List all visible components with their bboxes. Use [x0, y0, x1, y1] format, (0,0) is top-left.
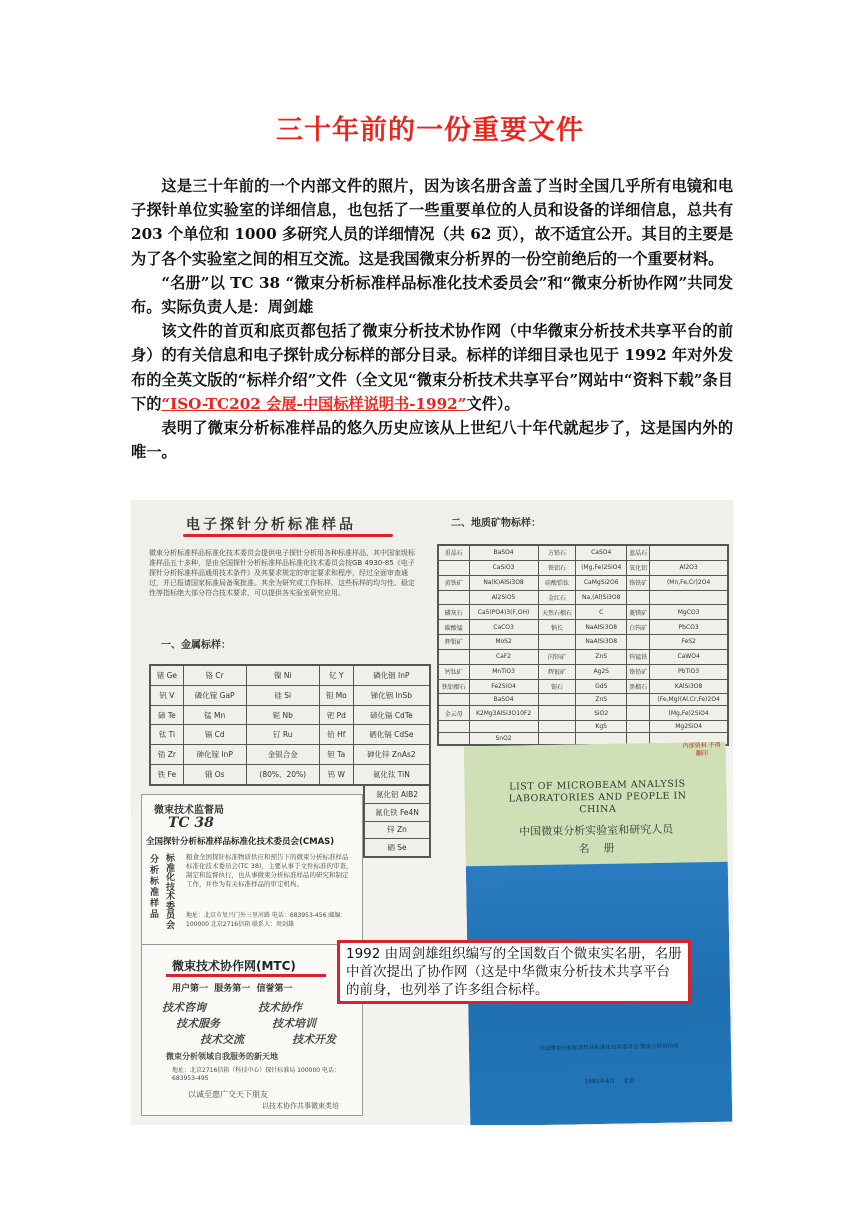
- cell: [538, 635, 576, 650]
- cell: MnTiO3: [469, 664, 538, 679]
- cell: 蓝晶石: [626, 546, 649, 561]
- card-side-right: 标准化技术委员会: [166, 854, 176, 931]
- cell: 铬铅矿: [626, 664, 649, 679]
- cell: 铁铝石: [538, 560, 576, 575]
- cell: 锇 Os: [183, 765, 246, 785]
- cell: CaSO4: [576, 546, 626, 561]
- cell: [538, 733, 576, 745]
- cell: KAlSi3O8: [650, 679, 728, 694]
- cell: [650, 590, 728, 605]
- paragraph-3: [131, 319, 733, 416]
- cell: [626, 706, 649, 721]
- cell: Al2SiO5: [469, 590, 538, 605]
- card-committee: 全国探针分析标准样品标准化技术委员会(CMAS): [146, 837, 335, 847]
- mtc-item: 技术咨询: [162, 1001, 206, 1014]
- cell: 方铅石: [538, 546, 576, 561]
- cell: SiO2: [576, 706, 626, 721]
- mtc-item: 技术培训: [272, 1017, 316, 1030]
- cell: 白钨矿: [626, 620, 649, 635]
- cell: 锌 Zn: [365, 821, 430, 839]
- cell: 锗 Ge: [151, 666, 184, 686]
- cell: (80%、20%): [246, 765, 319, 785]
- cell: Ca5(PO4)3(F,OH): [469, 605, 538, 620]
- metal-heading: 一、金属标样：: [161, 640, 231, 651]
- cell: 铬 Cr: [183, 666, 246, 686]
- cell: Fe2SiO4: [469, 679, 538, 694]
- mtc-card: [141, 944, 363, 1116]
- cell: C: [576, 605, 626, 620]
- body-text: [131, 174, 733, 464]
- cell: K2Mg3AlSi3O10F2: [469, 706, 538, 721]
- cell: 铁铝榴石: [439, 679, 470, 694]
- heading-underline: [183, 534, 393, 537]
- card-tc: TC 38: [168, 815, 214, 831]
- cell: 硒化镉 CdSe: [353, 725, 429, 745]
- cell: 镉 Cd: [183, 725, 246, 745]
- scanned-standards-page: [131, 500, 431, 810]
- cell: CaMgSi2O6: [576, 575, 626, 590]
- cell: 氮化铁 Fe4N: [365, 803, 430, 821]
- cell: ZnS: [576, 649, 626, 664]
- cell: 金云母: [439, 706, 470, 721]
- cell: [439, 733, 470, 745]
- cell: (Mg,Fe)2SiO4: [650, 706, 728, 721]
- cell: 硅 Si: [246, 685, 319, 705]
- cell: NaAlSi3O8: [576, 620, 626, 635]
- card-address: 地址：北京市复兴门外三里河路 电话：683953-456 邮编：100000 北京2716信箱 联系人：周剑雄: [186, 912, 347, 928]
- cell: 碳酸锰: [439, 620, 470, 635]
- cell: [538, 706, 576, 721]
- cell: 锡石: [538, 679, 576, 694]
- cell: FeS2: [650, 635, 728, 650]
- cell: 钒 V: [151, 685, 184, 705]
- cell: 砷化锌 ZnAs2: [353, 745, 429, 765]
- cell: (Mn,Fe,Cr)2O4: [650, 575, 728, 590]
- cell: 硒 Se: [365, 839, 430, 857]
- cell: 锆 Zr: [151, 745, 184, 765]
- cell: 辉银矿: [538, 664, 576, 679]
- cell: 镍 Ni: [246, 666, 319, 686]
- cell: 磷化镓 GaP: [183, 685, 246, 705]
- cell: CaF2: [469, 649, 538, 664]
- paragraph-3-text: 该文件的首页和底页都包括了微束分析技术协作网（中华微束分析技术共享平台的前身）的有关信息和电子探针成分标样的部分目录。标样的详细目录也见于 1992 年对外发布的全英文版的“标样介绍”文件（全文见“微束分析技术共享平台”网站中“资料下载”条目下的: [131, 322, 733, 413]
- cell: 氮化铝 AlB2: [365, 786, 430, 804]
- mtc-footer-1: 以诚至惠广交天下朋友: [188, 1090, 268, 1099]
- cell: 氧化铝: [626, 560, 649, 575]
- cell: KgS: [576, 721, 626, 733]
- scan-intro: 微束分析标准样品标准化技术委员会提供电子探针分析用各种标准样品，其中国家级标准样品五十多种，是由全国探针分析标准样品标准化技术委员会按GB 4930-85《电子探针分析标准样品通用技术条件》及其要求规定的审定要求和程序，经过全面审查通过，并已报请国家标准局备案批准。其余为研究或工作标样，这些标样的均匀性、稳定性等指标绝大部分符合技术要求，可以提供各实验室研究应用。: [149, 549, 415, 597]
- cell: [626, 635, 649, 650]
- mtc-item: 技术交流: [200, 1033, 244, 1046]
- cell: Ag2S: [576, 664, 626, 679]
- mtc-address: 地址：北京2716信箱（科技中心）探针标准局 100000 电话：683953-495: [172, 1067, 340, 1082]
- cell: SnO2: [469, 733, 538, 745]
- scan-heading: 电子探针分析标准样品: [186, 517, 356, 533]
- mtc-footer-2: 以技术协作共事微束类培: [262, 1102, 339, 1110]
- cell: 碲化镉 CdTe: [353, 705, 429, 725]
- cell: 碲 Te: [151, 705, 184, 725]
- paragraph-3-tail: 文件）。: [466, 394, 520, 413]
- cell: PbTiO3: [650, 664, 728, 679]
- cell: MgCO3: [650, 605, 728, 620]
- cell: 金红石: [538, 590, 576, 605]
- cell: BaSO4: [469, 694, 538, 706]
- cell: 天然石榴石: [538, 605, 576, 620]
- cell: 钇 Y: [319, 666, 353, 686]
- cell: 钙钛矿: [439, 664, 470, 679]
- mtc-bottom: 微束分析领域自我服务的新天地: [166, 1051, 278, 1061]
- cell: 氮化钛 TiN: [353, 765, 429, 785]
- photo-caption: 1992 由周剑雄组织编写的全国数百个微束实名册，名册中首次提出了协作网（这是中华微束分析技术共享平台的前身，也列举了许多组合标样。: [337, 940, 691, 1004]
- cell: PbCO3: [650, 620, 728, 635]
- cell: 钛 Ti: [151, 725, 184, 745]
- cell: GdS: [576, 679, 626, 694]
- metal-standards-table: [149, 664, 431, 786]
- book-corner: 内部资料 不得翻印: [682, 741, 721, 758]
- card-text: 粮食全国探针标准物质供应和预告下的微束分析标准样品标准化技术委员会(TC 38)，主要从事于文件标准的审查，制定和监督执行，也从事微束分析标准样品的研究和制定工作，并作为有关标准样品的审定机构。: [186, 853, 353, 888]
- cell: [439, 560, 470, 575]
- cell: Na,(Al)Si3O8: [576, 590, 626, 605]
- mineral-standards-table: [437, 544, 729, 746]
- page-title: 三十年前的一份重要文件: [276, 115, 584, 146]
- cell: NaAlSi3O8: [576, 635, 626, 650]
- paragraph-1: 这是三十年前的一个内部文件的照片，因为该名册含盖了当时全国几乎所有电镜和电子探针单位实验室的详细信息，也包括了一些重要单位的人员和设备的详细信息，总共有 203 个单位和 1000 多研究人员的详细情况（共 62 页），故不适宜公开。其目的主要是为了各个实验室之间的相互交流。这是我国微束分析界的一份空前绝后的一个重要材料。: [131, 177, 733, 268]
- cell: CaCO3: [469, 620, 538, 635]
- book-publisher: 全国微束分析标准样品标准化技术委员会 微束分析协作网: [539, 1043, 679, 1053]
- mtc-item: 技术服务: [176, 1017, 220, 1030]
- book-title-cn: 中国微束分析实验室和研究人员: [519, 822, 674, 839]
- cell: 钨 W: [319, 765, 353, 785]
- document-link[interactable]: “ISO-TC202 会展-中国标样说明书-1992”: [161, 394, 467, 413]
- card-side-left: 分析标准样品: [150, 855, 160, 920]
- cell: 铪 Hf: [319, 725, 353, 745]
- paragraph-2: “名册”以 TC 38 “微束分析标准样品标准化技术委员会”和“微束分析协作网”共同发布。实际负责人是：周剑雄: [131, 273, 733, 317]
- book-subtitle-cn: 名 册: [578, 841, 615, 856]
- cell: (Mg,Fe)2SiO4: [576, 560, 626, 575]
- cell: [439, 590, 470, 605]
- cell: 锰 Mn: [183, 705, 246, 725]
- mtc-item: 技术开发: [292, 1033, 336, 1046]
- mtc-title-underline: [166, 974, 326, 977]
- cell: 金银合金: [246, 745, 319, 765]
- cell: [439, 721, 470, 733]
- document-photo-collage: [131, 500, 733, 1125]
- cell: 重晶石: [439, 546, 470, 561]
- cell: [538, 721, 576, 733]
- cell: [626, 590, 649, 605]
- cell: 钨锰铁: [626, 649, 649, 664]
- cell: Na(K)AlSi3O8: [469, 575, 538, 590]
- cell: CaSiO3: [469, 560, 538, 575]
- cell: 钠长: [538, 620, 576, 635]
- cell: 钌 Ru: [246, 725, 319, 745]
- cell: CaWO4: [650, 649, 728, 664]
- cell: 辉钼矿: [439, 635, 470, 650]
- metal-extra-table: [363, 784, 431, 858]
- cell: 铬铁矿: [626, 575, 649, 590]
- cell: 磷化铟 InP: [353, 666, 429, 686]
- mtc-title: 微束技术协作网(MTC): [172, 959, 296, 973]
- cell: 闪锌矿: [538, 649, 576, 664]
- cell: 铌 Nb: [246, 705, 319, 725]
- cell: 砷化镓 InP: [183, 745, 246, 765]
- mtc-item: 技术协作: [258, 1001, 302, 1014]
- cell: 钽 Ta: [319, 745, 353, 765]
- cell: (Fe,Mg)(Al,Cr,Fe)2O4: [650, 694, 728, 706]
- cell: 菱镁矿: [626, 605, 649, 620]
- cell: 锑化铟 InSb: [353, 685, 429, 705]
- cell: 钯 Pd: [319, 705, 353, 725]
- cell: [469, 721, 538, 733]
- scanned-minerals-page: [431, 500, 733, 750]
- cell: 钼 Mo: [319, 685, 353, 705]
- card-org: 微束技术监督局: [154, 805, 224, 816]
- mineral-heading: 二、地质矿物标样：: [451, 518, 541, 529]
- directory-book-cover: [464, 742, 733, 1125]
- cell: [650, 546, 728, 561]
- cell: 磷灰石: [439, 605, 470, 620]
- book-date: 1992年4月 北京: [584, 1077, 635, 1086]
- mtc-slogan: 用户第一 服务第一 信誉第一: [172, 984, 293, 994]
- book-title-en: LIST OF MICROBEAM ANALYSIS LABORATORIES AND PEOPLE IN CHINA: [508, 778, 687, 816]
- committee-card: [141, 794, 363, 946]
- cell: 铁 Fe: [151, 765, 184, 785]
- cell: BaSO4: [469, 546, 538, 561]
- cell: 黄铁矿: [439, 575, 470, 590]
- cell: [439, 649, 470, 664]
- cell: [626, 694, 649, 706]
- cell: 硅酸锆钛: [538, 575, 576, 590]
- cell: Al2O3: [650, 560, 728, 575]
- cell: [626, 721, 649, 733]
- cell: ZnS: [576, 694, 626, 706]
- paragraph-4: 表明了微束分析标准样品的悠久历史应该从上世纪八十年代就起步了，这是国内外的唯一。: [131, 419, 733, 462]
- cell: 黑榴石: [626, 679, 649, 694]
- cell: MoS2: [469, 635, 538, 650]
- cell: [538, 694, 576, 706]
- cell: Mg2SiO4: [650, 721, 728, 733]
- cell: [439, 694, 470, 706]
